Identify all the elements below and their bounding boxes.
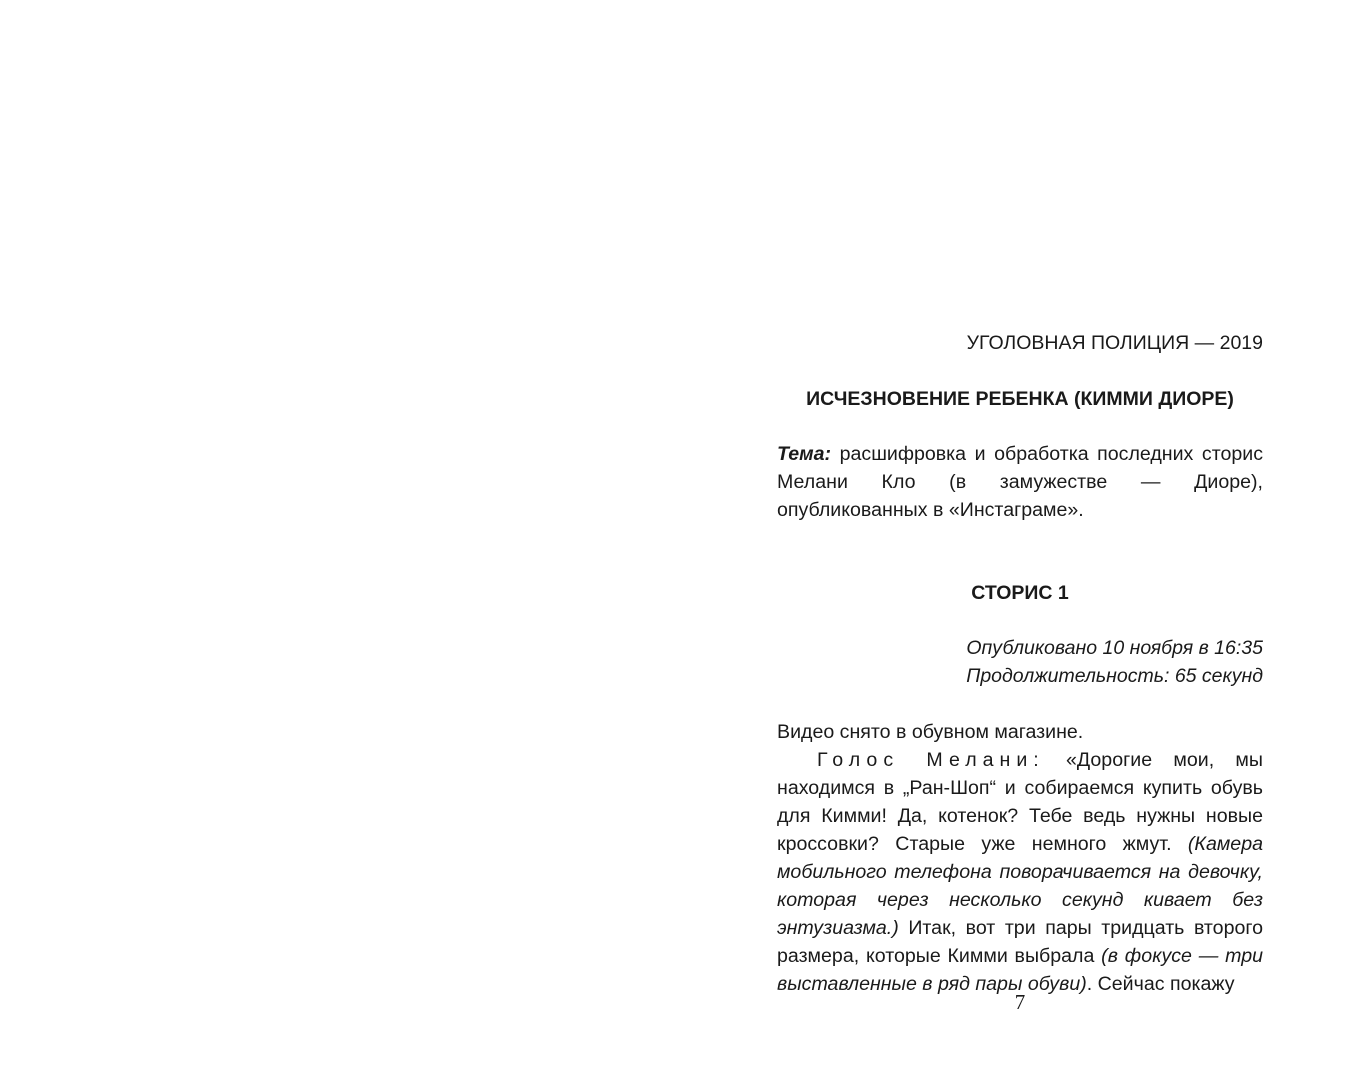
series-header: УГОЛОВНАЯ ПОЛИЦИЯ — 2019 <box>966 332 1263 354</box>
story-meta <box>777 634 1263 690</box>
topic-text: расшифровка и обработка последних сторис Мелани Кло (в замужестве — Диоре), опубликованных в «Инстаграме». <box>777 443 1263 521</box>
topic-paragraph <box>777 440 1263 524</box>
right-page <box>685 0 1371 1080</box>
stage-note-1: (Камера мобильного телефона поворачивается на девочку, которая через несколько секунд кивает без энтузиазма.) <box>777 833 1263 939</box>
story-title: СТОРИС 1 <box>971 582 1069 604</box>
topic-label: Тема: <box>777 443 832 465</box>
case-title: ИСЧЕЗНОВЕНИЕ РЕБЕНКА (КИММИ ДИОРЕ) <box>806 388 1234 410</box>
intro-paragraph: Видео снято в обувном магазине. <box>777 721 1084 743</box>
dialogue-segment-2: Итак, вот три пары тридцать второго размера, которые Кимми выбрала <box>777 917 1263 967</box>
dialogue-paragraph <box>777 746 1263 998</box>
dialogue-segment-3: . Сейчас покажу <box>1086 973 1235 995</box>
published-line: Опубликовано 10 ноября в 16:35 <box>966 637 1263 659</box>
story-body <box>777 718 1263 998</box>
speaker-label: Голос Мелани: <box>817 749 1045 771</box>
duration-line: Продолжительность: 65 секунд <box>966 665 1263 687</box>
left-page-blank <box>0 0 685 1080</box>
dialogue-segment-1: «Дорогие мои, мы находимся в „Ран-Шоп“ и собираемся купить обувь для Кимми! Да, котенок? Тебе ведь нужны новые кроссовки? Старые уже немного жмут. <box>777 749 1263 855</box>
page-number: 7 <box>1014 990 1026 1014</box>
stage-note-2: (в фокусе — три выставленные в ряд пары обуви) <box>777 945 1263 995</box>
